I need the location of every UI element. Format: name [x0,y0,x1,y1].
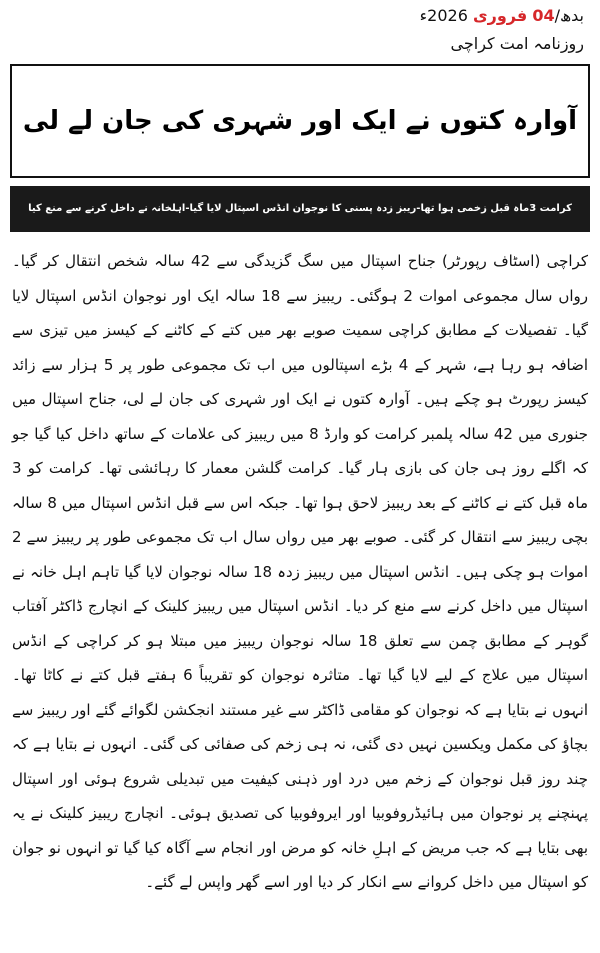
dateline-year: 2026ء [419,6,468,25]
dateline-day-number: 04 [532,6,555,25]
dateline-separator: / [554,6,560,25]
article-body: کراچی (اسٹاف رپورٹر) جناح اسپتال میں سگ گزیدگی سے 42 سالہ شخص انتقال کر گیا۔ رواں سال مجموعی اموات 2 ہوگئی۔ ریبیز سے 18 سالہ ایک اور نوجوان انڈس اسپتال لایا گیا۔ تفصیلات کے مطابق کراچی سمیت صوبے بھر میں کتے کے کاٹنے کے کیسز میں تیزی سے اضافہ ہو رہا ہے، شہر کے 4 بڑے اسپتالوں میں اب تک مجموعی طور پر 5 ہزار سے زائد کیسز رپورٹ ہو چکے ہیں۔ آوارہ کتوں نے ایک اور شہری کی جان لے لی، جناح اسپتال میں جنوری میں 42 سالہ پلمبر کرامت کو وارڈ 8 میں ریبیز کی علامات کے ساتھ داخل کیا گیا جو کہ اگلے روز ہی جان کی بازی ہار گیا۔ کرامت گلشن معمار کا رہائشی تھا۔ کرامت کو 3 ماہ قبل کتے نے کاٹنے کے بعد ریبیز لاحق ہوا تھا۔ جبکہ اس سے قبل انڈس اسپتال میں 8 سالہ بچی ریبیز سے انتقال کر گئی۔ صوبے بھر میں رواں سال اب تک مجموعی طور پر ریبیز سے 2 اموات ہو چکی ہیں۔ انڈس اسپتال میں ریبیز زدہ 18 سالہ نوجوان لایا گیا تاہم اہل خانہ نے اسپتال میں داخل کرنے سے منع کر دیا۔ انڈس اسپتال میں ریبیز کلینک کے انچارج ڈاکٹر آفتاب گوہر کے مطابق چمن سے تعلق 18 سالہ نوجوان ریبیز میں مبتلا ہو کر کراچی کے انڈس اسپتال میں علاج کے لیے لایا گیا تھا۔ متاثرہ نوجوان کو تقریباً 6 ہفتے قبل کتے نے کاٹا تھا۔ انہوں نے بتایا ہے کہ نوجوان کو مقامی ڈاکٹر سے غیر مستند انجکشن لگوائے گئے اور ریبیز سے بچاؤ کی مکمل ویکسین نہیں دی گئی، نہ ہی زخم کی صفائی کی گئی۔ انہوں نے بتایا ہے کہ چند روز قبل نوجوان کے زخم میں درد اور ذہنی کیفیت میں تبدیلی شروع ہوئی اور اسپتال پہنچنے پر نوجوان میں ہائیڈروفوبیا اور ایروفوبیا کی تصدیق ہوئی۔ انچارج ریبیز کلینک نے یہ بھی بتایا ہے کہ جب مریض کے اہلِ خانہ کو مرض اور انجام سے آگاہ کیا گیا تو انہوں نو جوان کو اسپتال میں داخل کروانے سے انکار کر دیا اور اسے گھر واپس لے گئے۔ [12,252,589,891]
subheadline-bar [10,186,590,232]
headline-box [10,64,590,178]
dateline-month: فروری [472,6,528,25]
headline: آوارہ کتوں نے ایک اور شہری کی جان لے لی [22,106,578,136]
newspaper-name: روزنامہ امت کراچی [450,34,584,53]
dateline-day: بدھ [559,6,584,25]
subheadline: کرامت 3ماہ قبل زخمی ہوا تھا-ریبز زدہ پسنی کا نوجوان انڈس اسپتال لایا گیا-اہلخانہ نے داخل کرنے سے منع کیا [28,203,572,214]
dateline [420,6,584,26]
